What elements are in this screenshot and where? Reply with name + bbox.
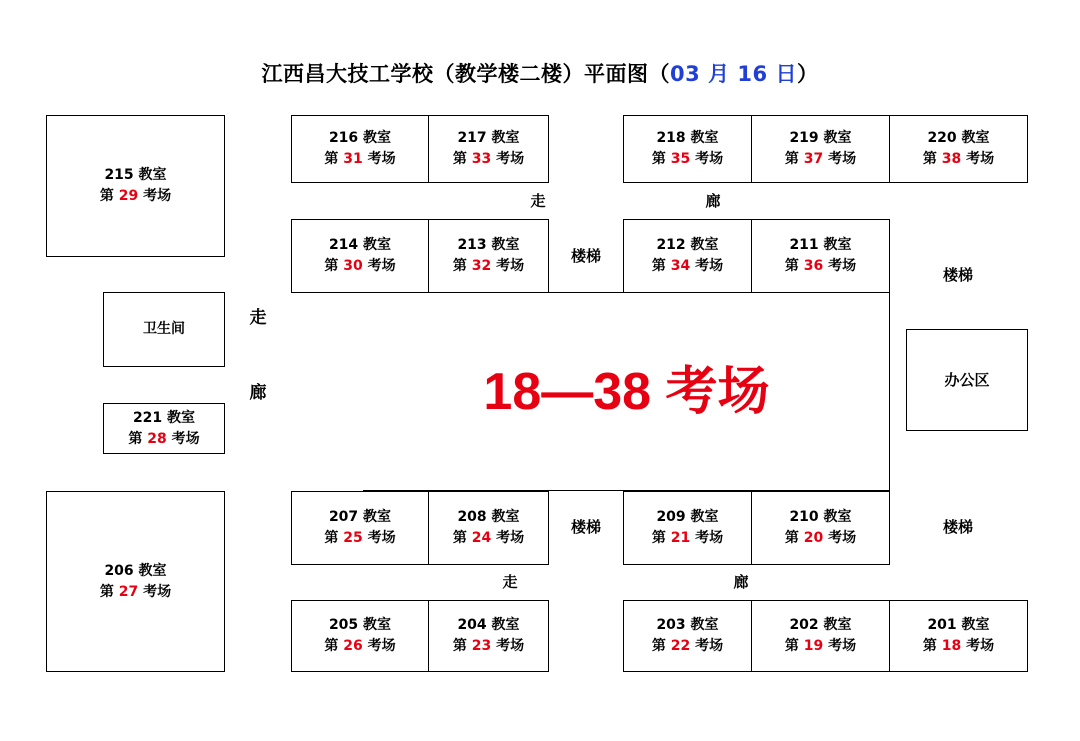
title-suffix: ） [796,62,819,86]
exam-hall-line [923,149,994,170]
room-name: 203 教室 [656,617,719,633]
exam-hall-prefix: 第 [99,583,119,600]
exam-hall-prefix: 第 [452,258,472,274]
title-prefix: 江西昌大技工学校（教学楼二楼）平面图（ [261,62,671,86]
exam-hall-line [324,256,395,277]
classroom-216 [291,115,429,183]
classroom-221 [103,403,225,454]
exam-hall-prefix: 第 [651,258,671,274]
title-month-label: 月 [700,62,738,86]
exam-hall-line [785,528,856,549]
classroom-211 [751,219,890,293]
classroom-205 [291,600,429,672]
exam-hall-line [785,149,856,170]
room-name: 202 教室 [789,617,852,633]
exam-hall-suffix: 考场 [362,151,396,167]
classroom-220 [889,115,1028,183]
exam-hall-number: 36 [803,258,824,274]
exam-hall-suffix: 考场 [138,583,172,600]
exam-hall-prefix: 第 [452,530,472,546]
exam-hall-suffix: 考场 [690,151,724,167]
exam-hall-line [453,528,524,549]
room-name: 206 教室 [104,562,167,579]
exam-hall-suffix: 考场 [690,258,724,274]
corridor-label-lang-bottom: 廊 [733,573,749,591]
classroom-218 [623,115,752,183]
exam-hall-line [785,256,856,277]
exam-hall-number: 20 [803,530,824,546]
room-name: 205 教室 [328,617,392,633]
classroom-214 [291,219,429,293]
exam-hall-number: 33 [471,151,492,167]
room-name: 209 教室 [656,509,719,525]
exam-hall-number: 37 [803,151,824,167]
exam-hall-suffix: 考场 [491,530,525,546]
classroom-203 [623,600,752,672]
exam-hall-line [652,149,723,170]
exam-hall-suffix: 考场 [491,638,525,654]
stairs-label-upper-right: 楼梯 [942,266,974,284]
toilet-room [103,292,225,367]
room-name: 207 教室 [328,509,392,525]
exam-hall-prefix: 第 [784,151,804,167]
exam-hall-line [128,429,199,450]
classroom-217 [428,115,549,183]
room-name: 219 教室 [789,130,852,146]
classroom-202 [751,600,890,672]
exam-hall-line [652,256,723,277]
exam-hall-suffix: 考场 [690,638,724,654]
exam-hall-suffix: 考场 [690,530,724,546]
exam-hall-line [453,636,524,657]
exam-hall-number: 22 [670,638,691,654]
room-name: 217 教室 [457,130,520,146]
exam-hall-line [652,528,723,549]
room-name: 201 教室 [927,617,990,633]
exam-hall-prefix: 第 [784,258,804,274]
classroom-204 [428,600,549,672]
exam-hall-prefix: 第 [324,530,344,546]
corridor-label-walk-bottom: 走 [502,573,518,591]
exam-hall-line [100,186,171,207]
exam-hall-number: 32 [471,258,492,274]
exam-hall-suffix: 考场 [491,151,525,167]
stairs-label-upper-mid: 楼梯 [570,247,602,265]
exam-hall-suffix: 考场 [823,638,857,654]
room-name: 211 教室 [789,237,852,253]
exam-hall-suffix: 考场 [362,258,396,274]
exam-hall-prefix: 第 [651,151,671,167]
corridor-label-lang-top: 廊 [705,192,721,210]
room-name: 210 教室 [789,509,852,525]
exam-range-label: 18—38 考场 [483,363,770,421]
room-name: 215 教室 [104,167,167,183]
exam-hall-line [453,256,524,277]
exam-hall-prefix: 第 [452,151,472,167]
classroom-215 [46,115,225,257]
classroom-206 [46,491,225,672]
exam-hall-prefix: 第 [922,638,942,654]
exam-hall-line [785,636,856,657]
exam-hall-line [923,636,994,657]
exam-hall-prefix: 第 [784,530,804,546]
room-name: 214 教室 [328,237,392,253]
exam-hall-suffix: 考场 [961,638,995,654]
exam-hall-prefix: 第 [99,188,119,204]
exam-hall-prefix: 第 [922,151,942,167]
exam-hall-prefix: 第 [651,530,671,546]
exam-hall-number: 38 [941,151,962,167]
exam-hall-line [453,149,524,170]
exam-hall-suffix: 考场 [961,151,995,167]
exam-hall-suffix: 考场 [823,530,857,546]
exam-hall-line [100,582,171,603]
classroom-219 [751,115,890,183]
exam-hall-suffix: 考场 [823,258,857,274]
exam-hall-number: 34 [670,258,691,274]
corridor-label-walk-top: 走 [530,192,546,210]
classroom-213 [428,219,549,293]
room-name: 208 教室 [457,509,520,525]
corridor-label-walk-left: 走 [249,308,267,328]
exam-hall-number: 23 [471,638,492,654]
stairs-label-lower-right: 楼梯 [942,518,974,536]
exam-hall-number: 21 [670,530,691,546]
page-title [0,58,1080,88]
exam-hall-number: 31 [343,151,363,167]
exam-hall-prefix: 第 [324,638,344,654]
exam-hall-number: 35 [670,151,691,167]
exam-hall-number: 27 [118,583,139,600]
corridor-label-lang-left: 廊 [249,383,267,403]
exam-hall-prefix: 第 [784,638,804,654]
exam-hall-number: 19 [803,638,824,654]
title-month: 03 [670,62,701,86]
exam-hall-suffix: 考场 [491,258,525,274]
toilet-label: 卫生间 [143,321,185,337]
exam-hall-number: 30 [343,258,363,274]
office-area [906,329,1028,431]
classroom-207 [291,491,429,565]
room-name: 204 教室 [457,617,520,633]
exam-hall-line [324,636,395,657]
exam-hall-number: 24 [471,530,492,546]
exam-hall-number: 18 [941,638,962,654]
room-name: 218 教室 [656,130,719,146]
classroom-212 [623,219,752,293]
room-name: 212 教室 [656,237,719,253]
title-day: 16 [737,62,768,86]
exam-hall-line [324,149,395,170]
office-label: 办公区 [944,370,990,389]
classroom-210 [751,491,890,565]
exam-hall-suffix: 考场 [138,188,172,204]
exam-hall-number: 26 [343,638,363,654]
exam-hall-prefix: 第 [324,258,344,274]
exam-hall-number: 28 [147,430,167,447]
exam-hall-suffix: 考场 [823,151,857,167]
classroom-208 [428,491,549,565]
room-name: 216 教室 [328,130,392,146]
exam-hall-prefix: 第 [128,430,148,447]
exam-hall-number: 29 [118,188,139,204]
exam-hall-suffix: 考场 [362,530,396,546]
exam-hall-suffix: 考场 [166,430,200,447]
exam-hall-line [324,528,395,549]
exam-hall-prefix: 第 [452,638,472,654]
classroom-201 [889,600,1028,672]
room-name: 220 教室 [927,130,990,146]
exam-hall-prefix: 第 [324,151,344,167]
stairs-label-lower-mid: 楼梯 [570,518,602,536]
title-day-label: 日 [767,62,797,86]
exam-hall-prefix: 第 [651,638,671,654]
exam-hall-line [652,636,723,657]
room-name: 221 教室 [132,409,196,426]
exam-hall-suffix: 考场 [362,638,396,654]
exam-hall-number: 25 [343,530,363,546]
classroom-209 [623,491,752,565]
room-name: 213 教室 [457,237,520,253]
